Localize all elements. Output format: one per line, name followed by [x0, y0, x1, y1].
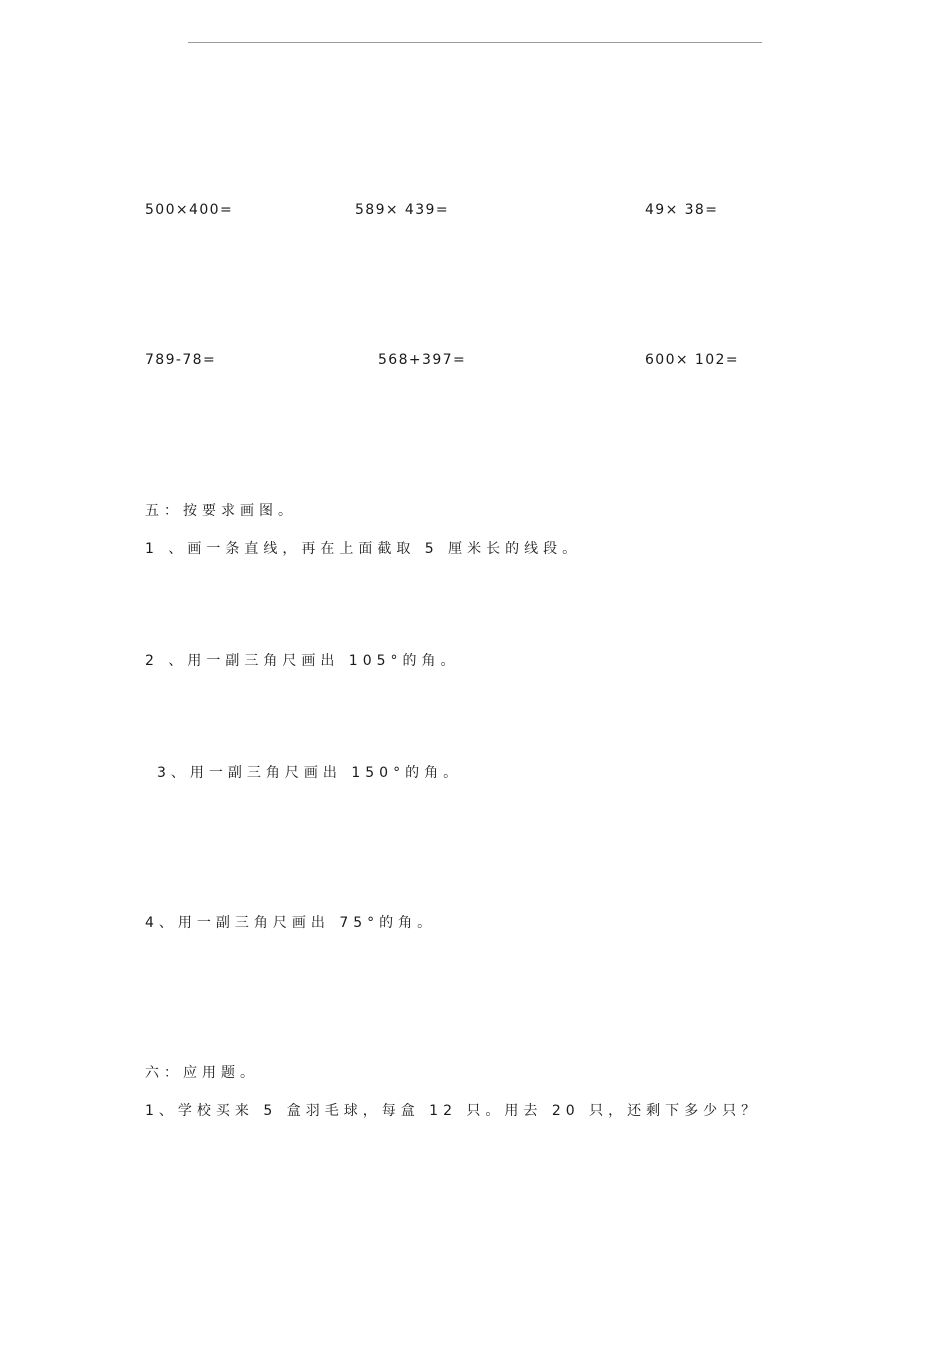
calc-item: 500×400=	[145, 202, 234, 218]
question-item: 1、学校买来 5 盒羽毛球，每盒 12 只。用去 20 只，还剩下多少只？	[145, 1103, 761, 1119]
section-heading: 六：应用题。	[145, 1065, 259, 1081]
calc-item: 49× 38=	[645, 202, 719, 218]
header-rule	[188, 42, 762, 43]
question-item: 2 、用一副三角尺画出 105°的角。	[145, 653, 460, 669]
question-item: 1 、画一条直线，再在上面截取 5 厘米长的线段。	[145, 541, 582, 557]
calc-item: 589× 439=	[355, 202, 449, 218]
question-item: 3、用一副三角尺画出 150°的角。	[157, 765, 463, 781]
question-item: 4、用一副三角尺画出 75°的角。	[145, 915, 437, 931]
section-heading: 五：按要求画图。	[145, 503, 297, 519]
calc-item: 600× 102=	[645, 352, 739, 368]
calc-item: 789-78=	[145, 352, 217, 368]
calc-item: 568+397=	[378, 352, 467, 368]
